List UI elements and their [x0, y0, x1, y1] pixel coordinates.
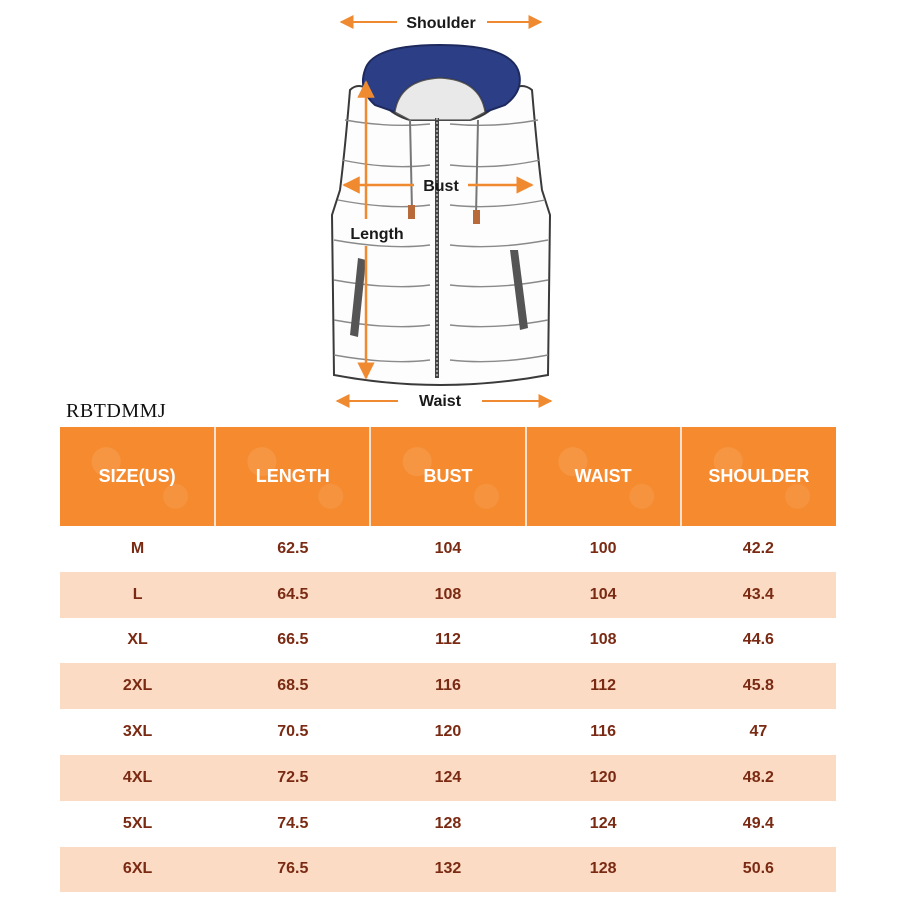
table-row: [60, 755, 836, 801]
cell-bust: 116: [370, 663, 525, 709]
brand-name: RBTDMMJ: [66, 400, 167, 422]
table-header-row: [60, 427, 836, 526]
cell-size: 5XL: [60, 801, 215, 847]
cell-shoulder: 48.2: [681, 755, 836, 801]
cell-size: XL: [60, 618, 215, 664]
cell-shoulder: 42.2: [681, 526, 836, 572]
cell-size: 3XL: [60, 709, 215, 755]
cell-waist: 124: [526, 801, 681, 847]
cell-size: 2XL: [60, 663, 215, 709]
table-row: [60, 801, 836, 847]
cell-size: M: [60, 526, 215, 572]
cell-waist: 108: [526, 618, 681, 664]
cell-waist: 116: [526, 709, 681, 755]
cell-waist: 112: [526, 663, 681, 709]
header-length: LENGTH: [215, 427, 370, 526]
cell-waist: 104: [526, 572, 681, 618]
header-bust: BUST: [370, 427, 525, 526]
cell-bust: 112: [370, 618, 525, 664]
cell-shoulder: 47: [681, 709, 836, 755]
cell-shoulder: 44.6: [681, 618, 836, 664]
cell-waist: 128: [526, 847, 681, 893]
cell-bust: 108: [370, 572, 525, 618]
cell-bust: 104: [370, 526, 525, 572]
table-row: [60, 663, 836, 709]
header-waist: WAIST: [526, 427, 681, 526]
table-row: [60, 526, 836, 572]
waist-label: Waist: [418, 393, 462, 410]
cell-length: 66.5: [215, 618, 370, 664]
vest-illustration: [332, 45, 550, 385]
cell-bust: 128: [370, 801, 525, 847]
table-row: [60, 572, 836, 618]
cell-bust: 132: [370, 847, 525, 893]
cell-length: 62.5: [215, 526, 370, 572]
cell-shoulder: 45.8: [681, 663, 836, 709]
cell-bust: 124: [370, 755, 525, 801]
cell-length: 64.5: [215, 572, 370, 618]
cell-length: 74.5: [215, 801, 370, 847]
cell-shoulder: 49.4: [681, 801, 836, 847]
cell-length: 76.5: [215, 847, 370, 893]
bust-label: Bust: [423, 178, 459, 195]
vest-size-diagram: [0, 0, 900, 415]
cell-length: 70.5: [215, 709, 370, 755]
cell-size: L: [60, 572, 215, 618]
cell-length: 68.5: [215, 663, 370, 709]
cell-bust: 120: [370, 709, 525, 755]
size-chart-table: [60, 427, 836, 892]
length-label: Length: [350, 226, 404, 243]
shoulder-label: Shoulder: [406, 15, 476, 32]
cell-length: 72.5: [215, 755, 370, 801]
table-row: [60, 847, 836, 893]
table-row: [60, 618, 836, 664]
cell-size: 6XL: [60, 847, 215, 893]
cell-waist: 120: [526, 755, 681, 801]
cell-waist: 100: [526, 526, 681, 572]
table-row: [60, 709, 836, 755]
header-shoulder: SHOULDER: [681, 427, 836, 526]
cell-shoulder: 43.4: [681, 572, 836, 618]
cell-shoulder: 50.6: [681, 847, 836, 893]
header-size: SIZE(US): [60, 427, 215, 526]
cell-size: 4XL: [60, 755, 215, 801]
